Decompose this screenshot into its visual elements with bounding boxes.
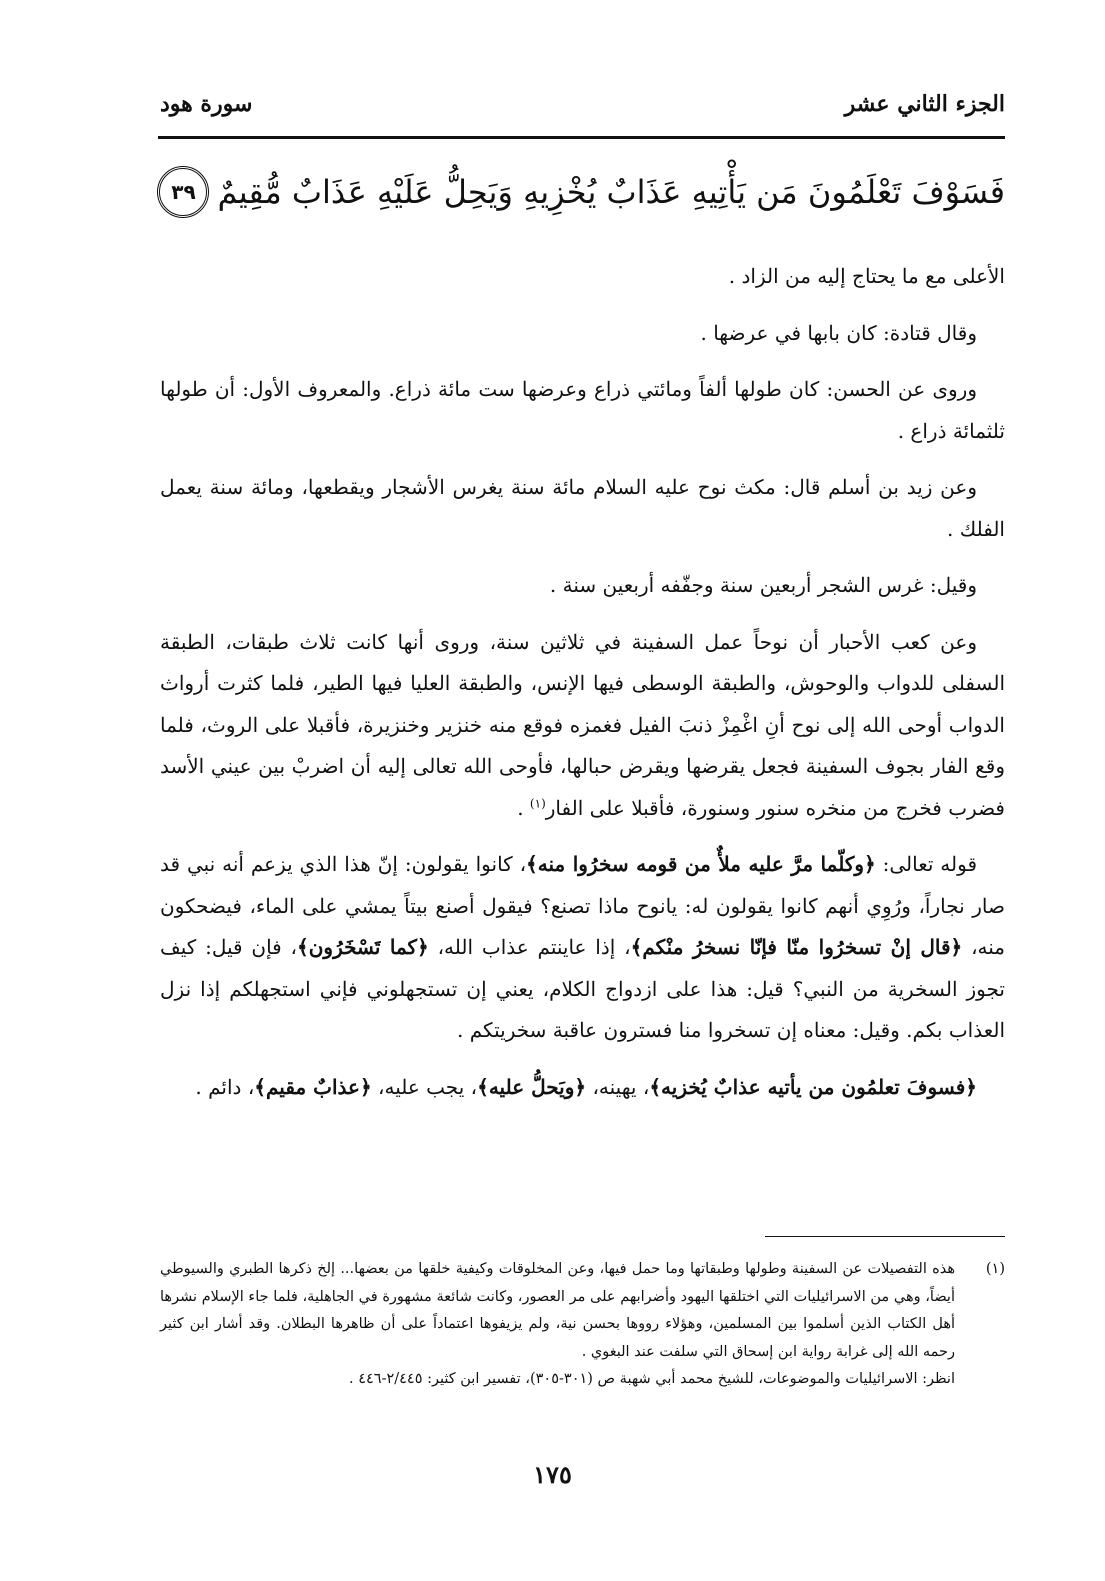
- footnote-item: [160, 1256, 1005, 1394]
- paragraph-text: وعن كعب الأحبار أن نوحاً عمل السفينة في ثلاثين سنة، وروى أنها كانت ثلاث طبقات، الطبقة السفلى للدواب والوحوش، والطبقة الوسطى فيها الإنس، والطبقة العليا فيها الطير، فلما كثرت أرواث الدواب أوحى الله إلى نوح أنِ اغْمِزْ ذنبَ الفيل فغمزه فوقع منه خنزير وخنزيرة، فأقبلا على الروث، فلما وقع الفار بجوف السفينة فجعل يقرضها ويقرض حبالها، فأوحى الله تعالى إليه أن اضربْ بين عيني الأسد فضرب فخرج من منخره سنور وسنورة، فأقبلا على الفار: [160, 629, 1005, 820]
- quran-quote: ﴿قال إنْ تسخرُوا منّا فإنّا نسخرُ منْكم﴾: [630, 935, 963, 959]
- footnote-body: [160, 1256, 955, 1394]
- paragraph: [160, 844, 1005, 1052]
- footnote-reference[interactable]: (١): [529, 795, 546, 810]
- paragraph: وعن زيد بن أسلم قال: مكث نوح عليه السلام مائة سنة يغرس الأشجار ويقطعها، ومائة سنة يعمل الفلك .: [160, 475, 1005, 541]
- footnotes: [160, 1256, 1005, 1394]
- paragraph: وقال قتادة: كان بابها في عرضها .: [700, 320, 977, 345]
- header-part-title: الجزء الثاني عشر: [844, 91, 1005, 117]
- verse-text: فَسَوْفَ تَعْلَمُونَ مَن يَأْتِيهِ عَذَابٌ يُخْزِيهِ وَيَحِلُّ عَلَيْهِ عَذَابٌ مُّقِيمٌ: [217, 173, 1005, 211]
- paragraph: وقيل: غرس الشجر أربعين سنة وجفّفه أربعين سنة .: [549, 573, 977, 597]
- quran-quote: ﴿ويَحلُّ عليه﴾: [477, 1074, 587, 1099]
- footnote-reference-line: انظر: الاسرائيليات والموضوعات، للشيخ محمد أبي شهبة ص (٣٠١-٣٠٥)، تفسير ابن كثير: ٢/٤٤٥-٤٤٦ .: [348, 1371, 955, 1387]
- quran-verse: [160, 158, 1005, 226]
- paragraph: وروى عن الحسن: كان طولها ألفاً ومائتي ذراع وعرضها ست مائة ذراع. والمعروف الأول: أن طولها ثلثمائة ذراع .: [160, 377, 1005, 443]
- paragraph: [160, 622, 1005, 830]
- quran-quote: ﴿عذابٌ مقيم﴾: [254, 1074, 372, 1099]
- footnote-number: (١): [985, 1261, 1005, 1277]
- footnote-text: هذه التفصيلات عن السفينة وطولها وطبقاتها وما حمل فيها، وعن المخلوقات وكيفية خلقها من بعضها... إلخ ذكرها الطبري والسيوطي أيضاً، وهي من الاسرائيليات التي اختلقها اليهود وأضرابهم على مر العصور، وكانت شائعة مشهورة في الجاهلية، فلما جاء الإسلام نشرها أهل الكتاب الذين أسلموا بين المسلمين، وهؤلاء رووها بحسن نية، ولم يزيفوها اعتماداً على أن ظاهرها البطلان. وقد أشار ابن كثير رحمه الله إلى غرابة رواية ابن إسحاق التي سلفت عند البغوي .: [160, 1261, 955, 1360]
- text-span: ، كانوا يقولون: إنّ هذا الذي يزعم أنه نبي قد صار نجاراً، ورُوِي أنهم كانوا يقولون له: يانوح ماذا تصنع؟ فيقول أصنع بيتاً يمشي على الماء، فيضحكون منه،: [160, 852, 1005, 959]
- text-span: ، دائم .: [195, 1074, 255, 1099]
- header-divider: [158, 136, 1005, 139]
- header-surah-title: سورة هود: [160, 91, 253, 117]
- paragraph: الأعلى مع ما يحتاج إليه من الزاد .: [728, 264, 1005, 288]
- paragraph-end: .: [517, 795, 530, 820]
- page-number: ١٧٥: [533, 1460, 572, 1489]
- text-span: قوله تعالى:: [875, 852, 978, 876]
- verse-number-ornament: ٣٩: [157, 166, 209, 218]
- quran-quote: ﴿وكلّما مرَّ عليه ملأٌ من قومه سخرُوا منه﴾: [526, 852, 876, 876]
- text-span: ، يجب عليه،: [371, 1074, 478, 1099]
- footnote-divider: [765, 1236, 1005, 1237]
- paragraph: [160, 1067, 1005, 1109]
- quran-quote: ﴿فسوفَ تعلمُون من يأتيه عذابٌ يُخزيه﴾: [649, 1074, 977, 1099]
- text-span: ، يهينه،: [586, 1074, 650, 1099]
- text-span: ، إذا عاينتم عذاب الله،: [428, 935, 631, 959]
- quran-quote: ﴿كما تَسْخَرُون﴾: [297, 935, 429, 959]
- running-header: [160, 86, 1005, 122]
- text-span: ، فإن قيل: كيف تجوز السخرية من النبي؟ قيل: هذا على ازدواج الكلام، يعني إن تستجهلوني فإني استجهلكم إذا نزل العذاب بكم. وقيل: معناه إن تسخروا منا فسترون عاقبة سخريتكم .: [160, 935, 1005, 1042]
- commentary-text: [160, 256, 1005, 1123]
